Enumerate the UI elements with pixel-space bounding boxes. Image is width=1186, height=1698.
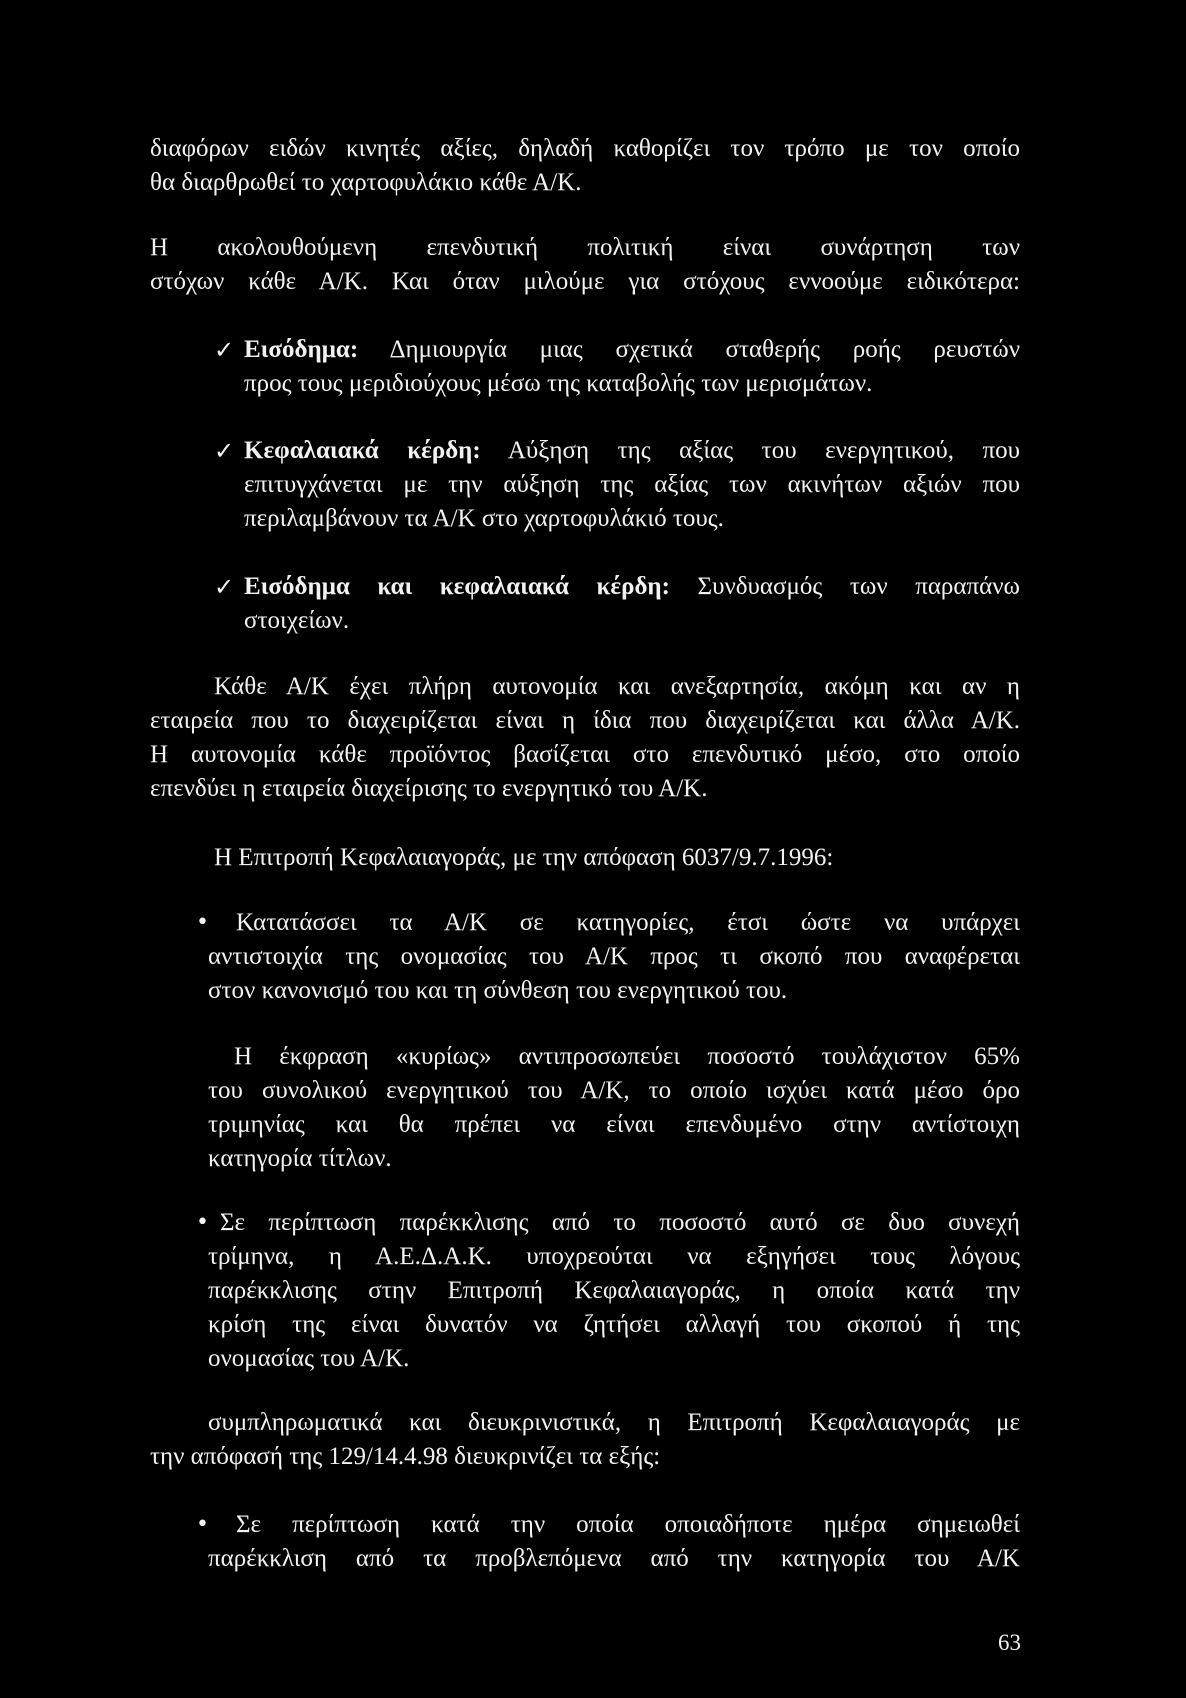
bullet-item-any-day bbox=[196, 1508, 1020, 1578]
bullet-icon: • bbox=[196, 1210, 209, 1235]
text-line: Η αυτονομία κάθε προϊόντος βασίζεται στο επενδυτικό μέσο, στο οποίο bbox=[150, 741, 1020, 768]
bullet-text bbox=[220, 1206, 1020, 1240]
text-line: Σε περίπτωση κατά την οποία οποιαδήποτε ημέρα σημειωθεί bbox=[236, 1511, 1020, 1538]
text-line: επιτυγχάνεται με την αύξηση της αξίας των ακινήτων αξιών που bbox=[244, 471, 1020, 498]
bullet-text bbox=[236, 906, 1020, 940]
paragraph-autonomy-cont bbox=[150, 704, 1020, 806]
text-line: κρίση της είναι δυνατόν να ζητήσει αλλαγή του σκοπού ή της bbox=[208, 1311, 1020, 1338]
checkmark-icon: ✓ bbox=[214, 336, 235, 364]
check-item-capital-gains bbox=[214, 434, 1020, 538]
checkmark-icon: ✓ bbox=[214, 573, 235, 601]
text-line: του συνολικού ενεργητικού του Α/Κ, το οποίο ισχύει κατά μέσο όρο bbox=[208, 1077, 1020, 1104]
check-item-text bbox=[244, 434, 1020, 536]
text-run: Δημιουργία μιας σχετικά σταθερής ροής ρευστών bbox=[358, 336, 1020, 363]
bullet-item-categories bbox=[196, 906, 1020, 1010]
paragraph-investment-policy bbox=[150, 231, 1020, 299]
text-line: στοιχείων. bbox=[244, 607, 350, 634]
bullet-item-deviation bbox=[196, 1206, 1020, 1376]
text-line: ονομασίας του Α/Κ. bbox=[208, 1345, 410, 1372]
bullet-text bbox=[208, 940, 1020, 1008]
page-number: 63 bbox=[998, 1630, 1021, 1655]
text-run: Συνδυασμός των παραπάνω bbox=[669, 573, 1020, 600]
bullet-text bbox=[208, 1240, 1020, 1376]
paragraph-supplementary-cont bbox=[150, 1440, 1020, 1474]
bold-term: Εισόδημα: bbox=[244, 336, 359, 363]
text-run: Αύξηση της αξίας του ενεργητικού, που bbox=[480, 437, 1020, 464]
text-line: Η έκφραση «κυρίως» αντιπροσωπεύει ποσοστό τουλάχιστον 65% bbox=[234, 1043, 1020, 1070]
paragraph-supplementary bbox=[208, 1406, 1020, 1440]
bullet-text bbox=[208, 1542, 1020, 1576]
text-line: προς τους μεριδιούχους μέσω της καταβολής των μερισμάτων. bbox=[244, 370, 873, 397]
text-line: στον κανονισμό του και τη σύνθεση του ενεργητικού του. bbox=[208, 977, 788, 1004]
text-line: Η Επιτροπή Κεφαλαιαγοράς, με την απόφαση 6037/9.7.1996: bbox=[214, 844, 834, 871]
check-item-income-and-gains bbox=[214, 570, 1020, 640]
text-line: αντιστοιχία της ονομασίας του Α/Κ προς τι σκοπό που αναφέρεται bbox=[208, 943, 1020, 970]
text-line: επενδύει η εταιρεία διαχείρισης το ενεργητικό του Α/Κ. bbox=[150, 775, 708, 802]
text-line: Κατατάσσει τα Α/Κ σε κατηγορίες, έτσι ώστε να υπάρχει bbox=[236, 909, 1020, 936]
paragraph-portfolio-structure bbox=[150, 132, 1020, 200]
bullet-icon: • bbox=[196, 1512, 209, 1537]
text-line bbox=[244, 570, 1020, 604]
text-line: παρέκκλισης στην Επιτροπή Κεφαλαιαγοράς, η οποία κατά την bbox=[208, 1277, 1020, 1304]
text-line: θα διαρθρωθεί το χαρτοφυλάκιο κάθε Α/Κ. bbox=[150, 169, 582, 196]
bold-term: Εισόδημα και κεφαλαιακά κέρδη: bbox=[244, 573, 670, 600]
check-item-text bbox=[244, 333, 1020, 367]
text-line bbox=[244, 333, 1020, 367]
text-line: τρίμηνα, η Α.Ε.Δ.Α.Κ. υποχρεούται να εξηγήσει τους λόγους bbox=[208, 1243, 1020, 1270]
text-line: στόχων κάθε Α/Κ. Και όταν μιλούμε για στόχους εννοούμε ειδικότερα: bbox=[150, 268, 1020, 295]
text-line: Η ακολουθούμενη επενδυτική πολιτική είναι συνάρτηση των bbox=[150, 234, 1020, 261]
bold-term: Κεφαλαιακά κέρδη: bbox=[244, 437, 481, 464]
check-item-text bbox=[244, 570, 1020, 638]
paragraph-autonomy bbox=[214, 670, 1020, 704]
checkmark-icon: ✓ bbox=[214, 437, 235, 465]
text-line: εταιρεία που το διαχειρίζεται είναι η ίδια που διαχειρίζεται και άλλα Α/Κ. bbox=[150, 707, 1020, 734]
text-line bbox=[244, 434, 1020, 468]
paragraph-committee-decision bbox=[214, 841, 1020, 875]
text-line: Κάθε Α/Κ έχει πλήρη αυτονομία και ανεξαρτησία, ακόμη και αν η bbox=[214, 673, 1020, 700]
text-line: την απόφασή της 129/14.4.98 διευκρινίζει τα εξής: bbox=[150, 1443, 661, 1470]
paragraph-expression-mainly-cont bbox=[208, 1074, 1020, 1176]
paragraph-expression-mainly bbox=[234, 1040, 1020, 1074]
bullet-icon: • bbox=[196, 910, 209, 935]
text-line: τριμηνίας και θα πρέπει να είναι επενδυμένο στην αντίστοιχη bbox=[208, 1111, 1020, 1138]
check-item-income bbox=[214, 333, 1020, 403]
check-item-text bbox=[244, 367, 1020, 401]
text-line: περιλαμβάνουν τα Α/Κ στο χαρτοφυλάκιό τους. bbox=[244, 505, 724, 532]
text-line: διαφόρων ειδών κινητές αξίες, δηλαδή καθορίζει τον τρόπο με τον οποίο bbox=[150, 135, 1020, 162]
text-line: συμπληρωματικά και διευκρινιστικά, η Επιτροπή Κεφαλαιαγοράς με bbox=[208, 1409, 1020, 1436]
bullet-text bbox=[236, 1508, 1020, 1542]
text-line: παρέκκλιση από τα προβλεπόμενα από την κατηγορία του Α/Κ bbox=[208, 1545, 1020, 1572]
text-line: Σε περίπτωση παρέκκλισης από το ποσοστό αυτό σε δυο συνεχή bbox=[220, 1209, 1020, 1236]
text-line: κατηγορία τίτλων. bbox=[208, 1145, 392, 1172]
